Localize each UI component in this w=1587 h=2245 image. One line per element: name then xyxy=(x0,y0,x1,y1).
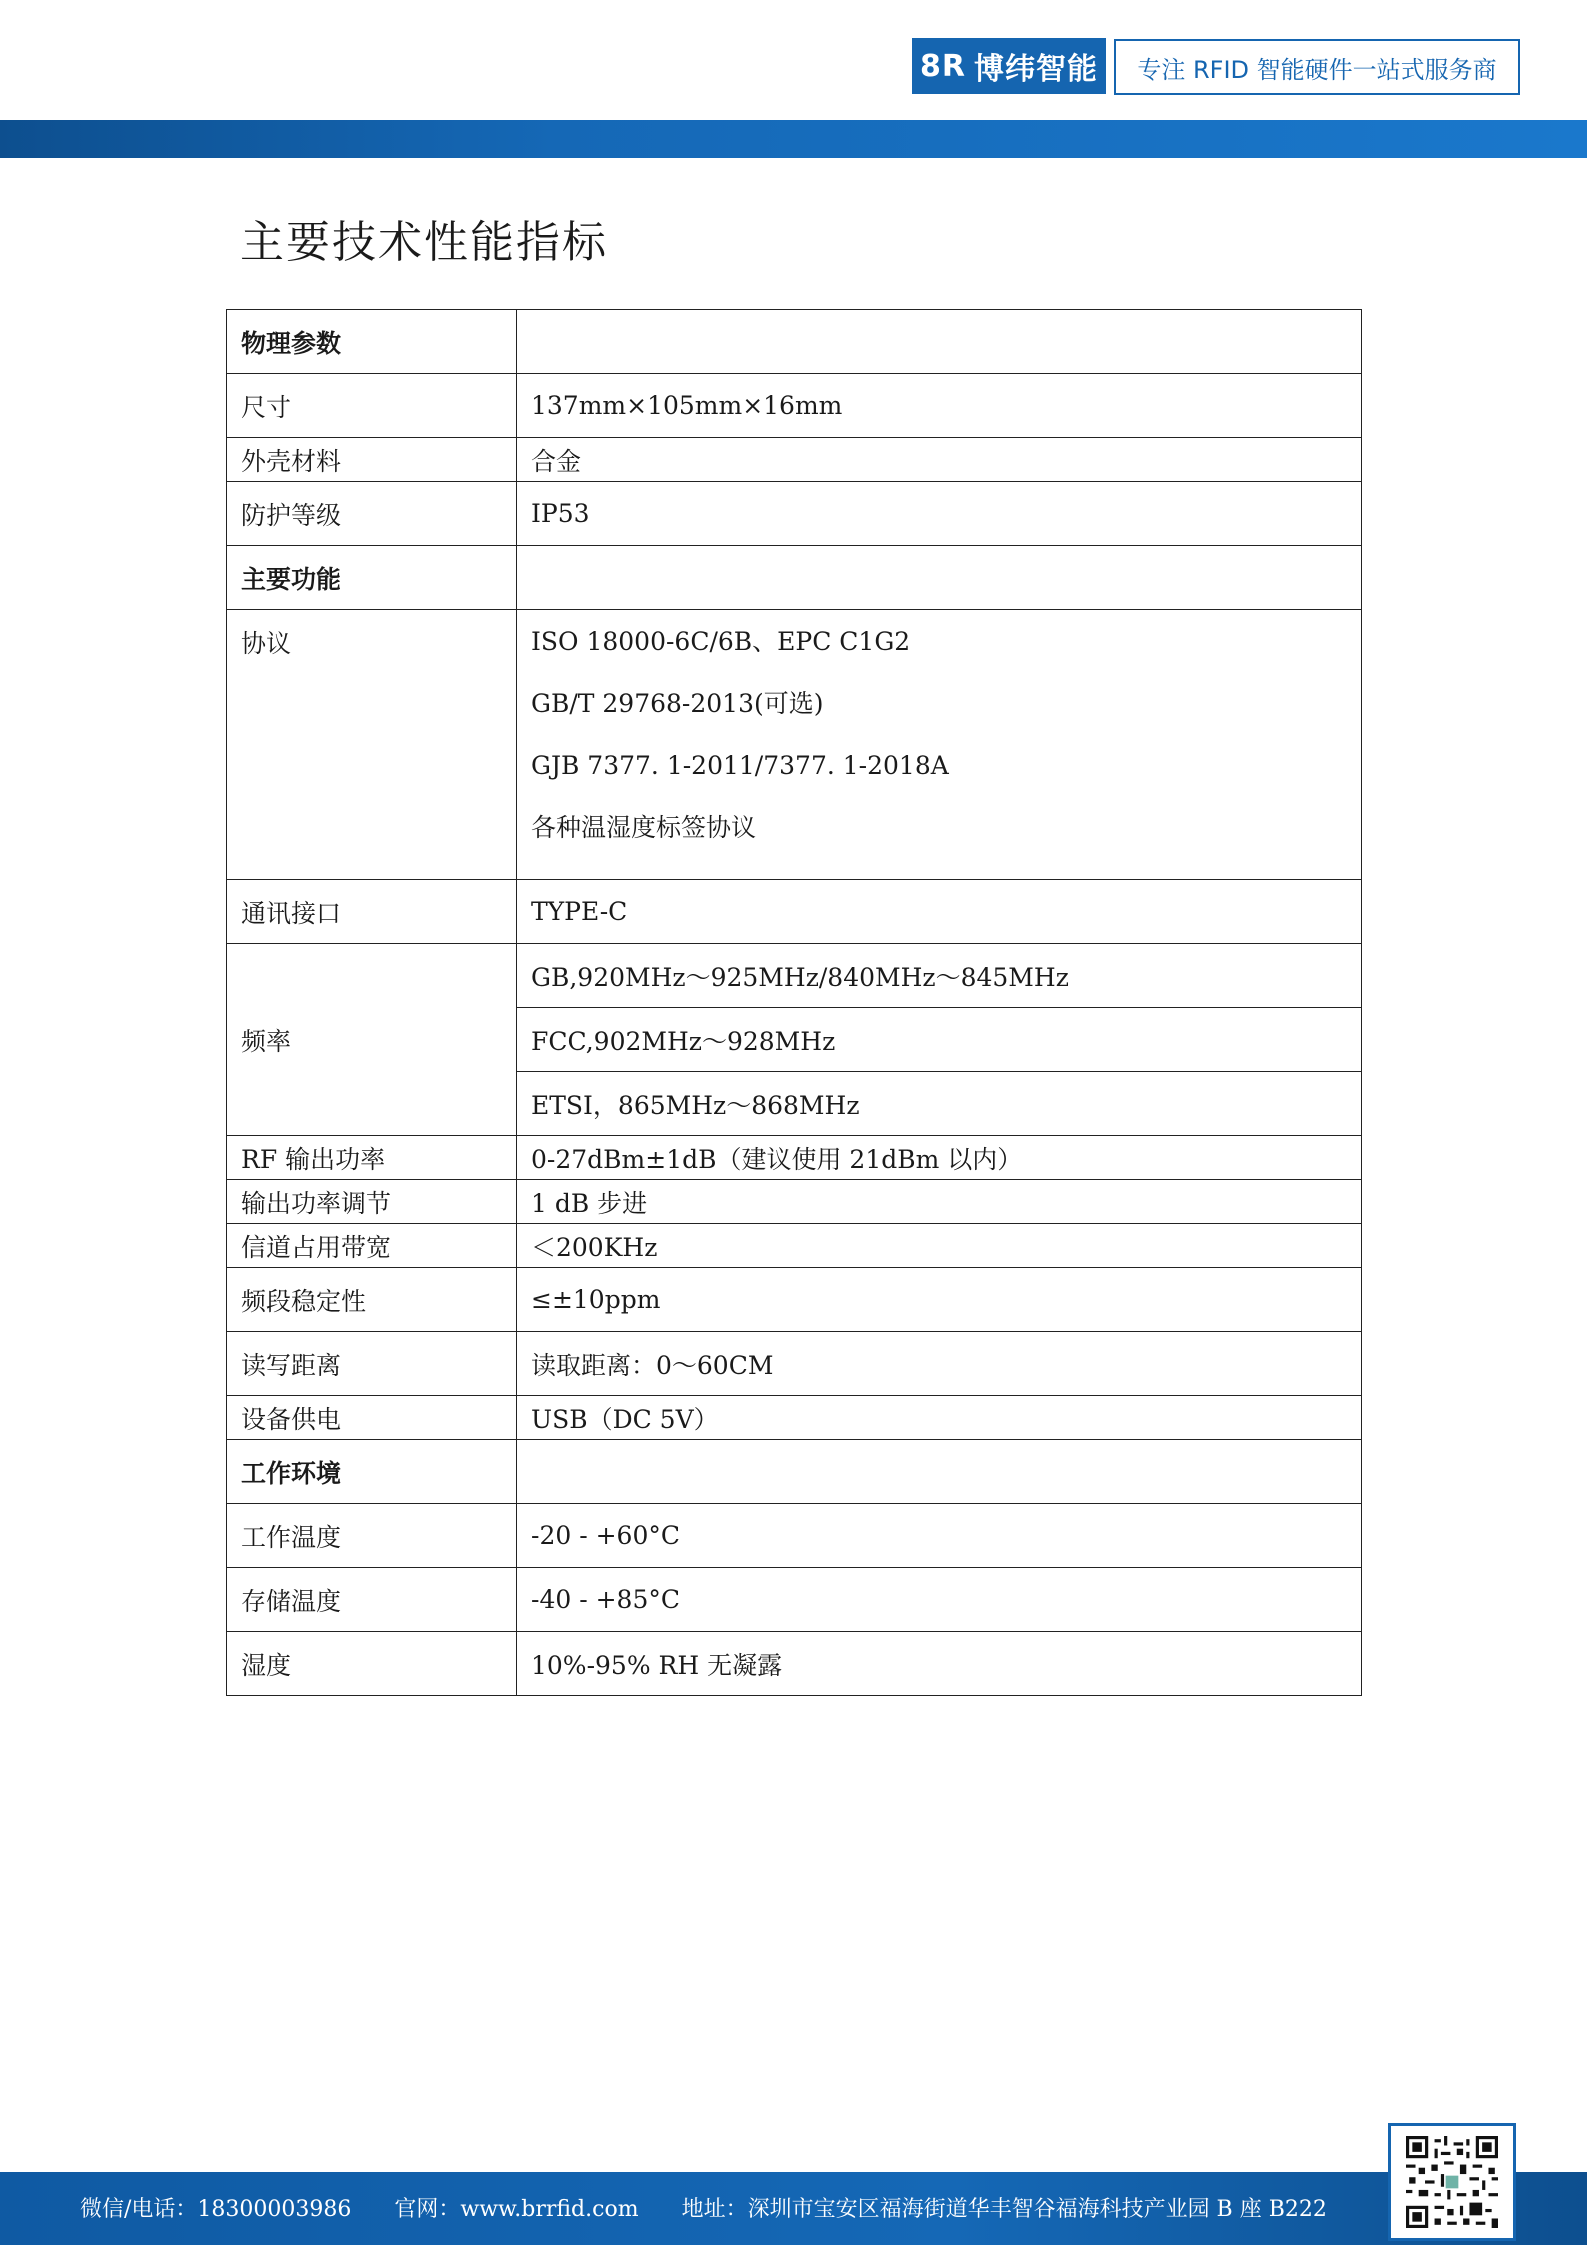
work-temp-value: -20 - +60°C xyxy=(517,1504,1362,1568)
work-temp-key: 工作温度 xyxy=(227,1504,517,1568)
footer-address: 地址：深圳市宝安区福海街道华丰智谷福海科技产业园 B 座 B222 xyxy=(681,2197,1327,2222)
logo-text: 博纬智能 xyxy=(973,52,1098,87)
table-row xyxy=(227,1332,1362,1396)
brand-tagline: 专注 RFID 智能硬件一站式服务商 xyxy=(1114,39,1520,95)
power-supply-key: 设备供电 xyxy=(227,1396,517,1440)
table-row xyxy=(227,1396,1362,1440)
protocol-line: GB/T 29768-2013(可选) xyxy=(531,689,824,718)
table-row xyxy=(227,546,1362,610)
brand-logo xyxy=(912,38,1106,94)
section-physical-empty xyxy=(517,310,1362,374)
footer-phone: 微信/电话：18300003986 xyxy=(80,2197,352,2222)
table-row xyxy=(227,438,1362,482)
table-row xyxy=(227,482,1362,546)
frequency-value: ETSI，865MHz～868MHz xyxy=(517,1072,1362,1136)
section-function: 主要功能 xyxy=(227,546,517,610)
table-row xyxy=(227,310,1362,374)
humidity-value: 10%-95% RH 无凝露 xyxy=(517,1632,1362,1696)
table-row xyxy=(227,1632,1362,1696)
bandwidth-key: 信道占用带宽 xyxy=(227,1224,517,1268)
logo-mark-icon: 8R xyxy=(920,48,966,84)
power-adjust-value: 1 dB 步进 xyxy=(517,1180,1362,1224)
table-row xyxy=(227,880,1362,944)
protocol-line: 各种温湿度标签协议 xyxy=(531,813,757,842)
humidity-key: 湿度 xyxy=(227,1632,517,1696)
qr-code-icon xyxy=(1406,2136,1498,2228)
distance-key: 读写距离 xyxy=(227,1332,517,1396)
size-value: 137mm×105mm×16mm xyxy=(517,374,1362,438)
footer-website[interactable]: 官网：www.brrfid.com xyxy=(394,2197,639,2222)
size-key: 尺寸 xyxy=(227,374,517,438)
ip-key: 防护等级 xyxy=(227,482,517,546)
table-row xyxy=(227,1268,1362,1332)
header-bar xyxy=(0,120,1587,158)
interface-key: 通讯接口 xyxy=(227,880,517,944)
spec-table xyxy=(226,309,1362,1696)
table-row xyxy=(227,1136,1362,1180)
store-temp-value: -40 - +85°C xyxy=(517,1568,1362,1632)
frequency-value: FCC,902MHz～928MHz xyxy=(517,1008,1362,1072)
interface-value: TYPE-C xyxy=(517,880,1362,944)
table-row xyxy=(227,1568,1362,1632)
table-row xyxy=(227,1504,1362,1568)
table-row xyxy=(227,1224,1362,1268)
stability-value: ≤±10ppm xyxy=(517,1268,1362,1332)
section-function-empty xyxy=(517,546,1362,610)
table-row xyxy=(227,1440,1362,1504)
protocol-key: 协议 xyxy=(227,610,517,880)
table-row xyxy=(227,374,1362,438)
section-environment: 工作环境 xyxy=(227,1440,517,1504)
frequency-value: GB,920MHz～925MHz/840MHz～845MHz xyxy=(517,944,1362,1008)
distance-value: 读取距离：0～60CM xyxy=(517,1332,1362,1396)
table-row xyxy=(227,944,1362,1008)
power-adjust-key: 输出功率调节 xyxy=(227,1180,517,1224)
shell-key: 外壳材料 xyxy=(227,438,517,482)
bandwidth-value: ＜200KHz xyxy=(517,1224,1362,1268)
section-physical: 物理参数 xyxy=(227,310,517,374)
power-supply-value: USB（DC 5V） xyxy=(517,1396,1362,1440)
stability-key: 频段稳定性 xyxy=(227,1268,517,1332)
table-row xyxy=(227,1180,1362,1224)
store-temp-key: 存储温度 xyxy=(227,1568,517,1632)
rf-power-key: RF 输出功率 xyxy=(227,1136,517,1180)
frequency-key: 频率 xyxy=(227,944,517,1136)
protocol-line: ISO 18000-6C/6B、EPC C1G2 xyxy=(531,627,911,656)
rf-power-value: 0-27dBm±1dB（建议使用 21dBm 以内） xyxy=(517,1136,1362,1180)
section-environment-empty xyxy=(517,1440,1362,1504)
table-row xyxy=(227,610,1362,880)
page-title: 主要技术性能指标 xyxy=(240,217,608,268)
ip-value: IP53 xyxy=(517,482,1362,546)
qr-code xyxy=(1388,2123,1516,2241)
protocol-values xyxy=(517,610,1362,880)
shell-value: 合金 xyxy=(517,438,1362,482)
footer-contact-info xyxy=(80,2192,1363,2223)
protocol-line: GJB 7377. 1-2011/7377. 1-2018A xyxy=(531,751,949,780)
